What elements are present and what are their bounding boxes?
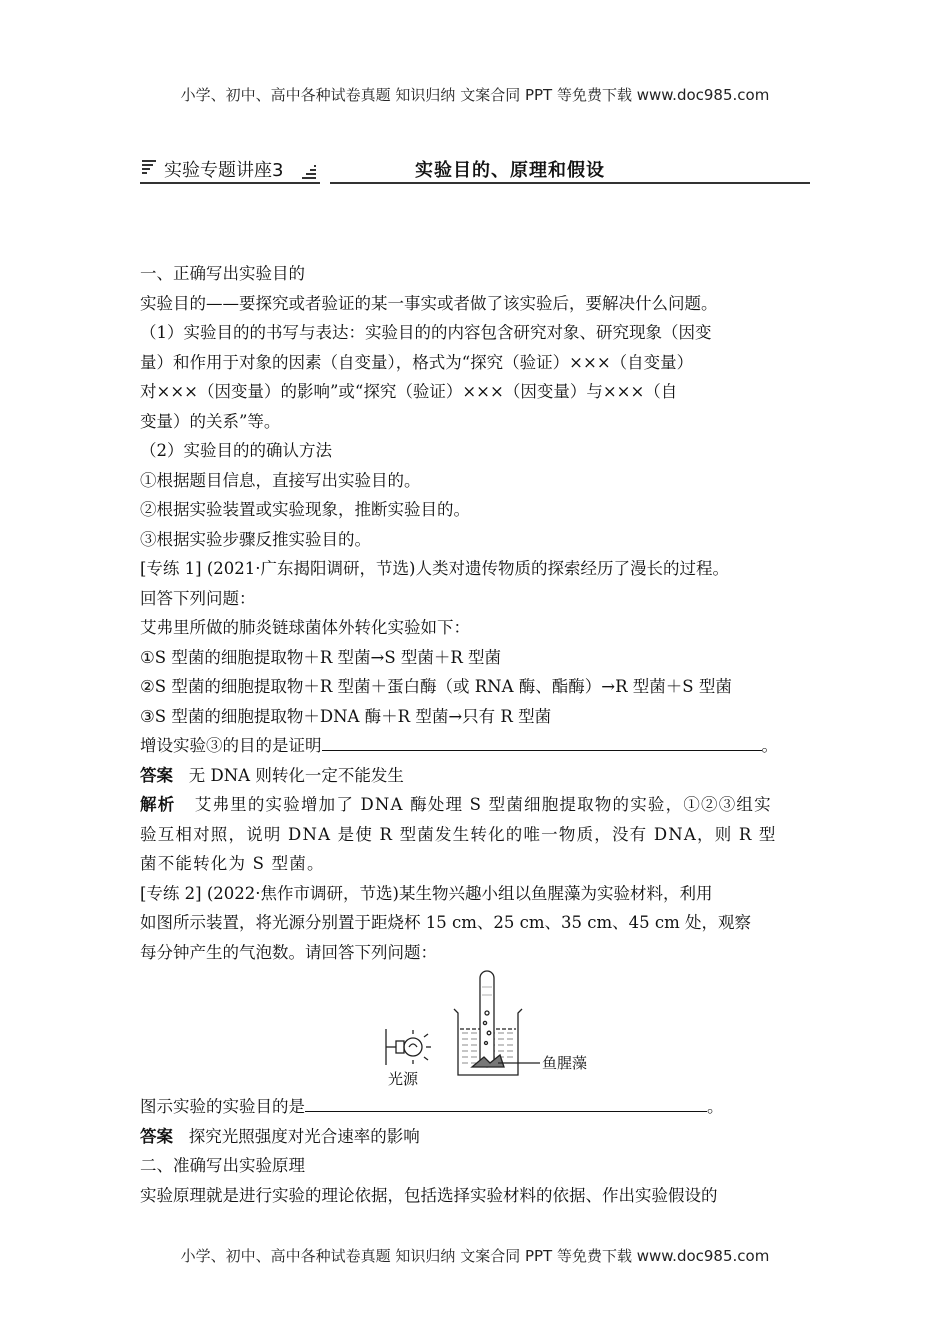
exercise2-answer-blank[interactable] — [305, 1095, 707, 1112]
answer-text: 无 DNA 则转化一定不能发生 — [188, 765, 404, 785]
experiment-1: ①S 型菌的细胞提取物＋R 型菌→S 型菌＋R 型菌 — [140, 647, 502, 667]
exercise2-source: (2022·焦作市调研，节选) — [206, 883, 399, 903]
experiment-3: ③S 型菌的细胞提取物＋DNA 酶＋R 型菌→只有 R 型菌 — [140, 706, 552, 726]
exercise1-answer-blank[interactable] — [322, 734, 762, 751]
exercise1-analysis-line1 — [140, 790, 812, 820]
analysis-text-line1: 艾弗里的实验增加了 DNA 酶处理 S 型菌细胞提取物的实验，①②③组实 — [194, 795, 772, 814]
section1-p1-line4: 变量）的关系”等。 — [140, 411, 281, 431]
section1-heading: 一、正确写出实验目的 — [140, 264, 305, 283]
section1-p1-line2: 量）和作用于对象的因素（自变量），格式为“探究（验证）×××（自变量） — [140, 352, 694, 372]
banner-title: 实验目的、原理和假设 — [415, 160, 605, 181]
stripes-end-icon — [300, 162, 318, 180]
method-2: ②根据实验装置或实验现象，推断实验目的。 — [140, 500, 470, 519]
exercise1-analysis-line2: 验互相对照，说明 DNA 是使 R 型菌发生转化的唯一物质，没有 DNA，则 R 型 — [140, 824, 777, 844]
page-footer: 小学、初中、高中各种试卷真题 知识归纳 文案合同 PPT 等免费下载 www.doc985.com — [180, 1247, 770, 1265]
exercise1-intro: 艾弗里所做的肺炎链球菌体外转化实验如下： — [140, 618, 470, 637]
section2-line1: 实验原理就是进行实验的理论依据，包括选择实验材料的依据、作出实验假设的 — [140, 1185, 718, 1205]
section1-p2: （2）实验目的的确认方法 — [140, 441, 332, 460]
banner-rule-right — [330, 182, 810, 184]
exercise2-blank-end: 。 — [707, 1097, 724, 1116]
exercise1-blank-end: 。 — [761, 736, 778, 755]
page-header: 小学、初中、高中各种试卷真题 知识归纳 文案合同 PPT 等免费下载 www.doc985.com — [180, 86, 770, 104]
banner-label: 实验专题讲座3 — [164, 160, 284, 181]
exercise1-answer — [140, 761, 812, 791]
exercise2-question-line3: 每分钟产生的气泡数。请回答下列问题： — [140, 942, 437, 962]
light-source-label: 光源 — [388, 1070, 419, 1088]
answer-text: 探究光照强度对光合速率的影响 — [188, 1126, 420, 1146]
exercise1-source: (2021·广东揭阳调研，节选) — [206, 559, 416, 578]
exercise2-question-line1 — [140, 879, 812, 909]
exercise1-analysis-line3: 菌不能转化为 S 型菌。 — [140, 854, 325, 873]
answer-label: 答案 — [140, 1126, 173, 1146]
exercise1-question-text: 人类对遗传物质的探索经历了漫长的过程。 — [415, 559, 729, 578]
stripes-icon — [140, 158, 160, 178]
exercise2-tag: [专练 2] — [140, 883, 202, 903]
experiment-2: ②S 型菌的细胞提取物＋R 型菌＋蛋白酶（或 RNA 酶、酯酶）→R 型菌＋S 型菌 — [140, 677, 732, 696]
exercise2-question-line2: 如图所示装置，将光源分别置于距烧杯 15 cm、25 cm、35 cm、45 cm 处，观察 — [140, 913, 751, 932]
section1-definition: 实验目的——要探究或者验证的某一事实或者做了该实验后，要解决什么问题。 — [140, 293, 718, 313]
apparatus-diagram — [380, 967, 588, 1092]
exercise1-blank-question: 增设实验③的目的是证明 — [140, 736, 322, 755]
section2-heading: 二、准确写出实验原理 — [140, 1156, 305, 1175]
main-content — [140, 259, 812, 1210]
exercise2-question-text: 某生物兴趣小组以鱼腥藻为实验材料，利用 — [399, 883, 713, 903]
method-3: ③根据实验步骤反推实验目的。 — [140, 529, 371, 549]
algae-label: 鱼腥藻 — [542, 1054, 588, 1072]
answer-label: 答案 — [140, 765, 173, 785]
section1-p1-line1: （1）实验目的的书写与表达：实验目的的内容包含研究对象、研究现象（因变 — [140, 323, 712, 342]
method-1: ①根据题目信息，直接写出实验目的。 — [140, 470, 421, 490]
section1-p1-line3: 对×××（因变量）的影响”或“探究（验证）×××（因变量）与×××（自 — [140, 382, 678, 401]
exercise1-blank-line — [140, 731, 812, 761]
beaker-icon — [454, 971, 540, 1075]
exercise1-question-line1 — [140, 554, 812, 584]
analysis-label: 解析 — [140, 795, 176, 814]
exercise2-blank-question: 图示实验的实验目的是 — [140, 1097, 305, 1116]
banner-rule-left — [140, 182, 320, 184]
light-source-icon — [386, 1029, 431, 1065]
topic-banner — [140, 150, 810, 186]
exercise1-tag: [专练 1] — [140, 559, 202, 578]
exercise2-answer — [140, 1122, 812, 1152]
exercise1-question-line2: 回答下列问题： — [140, 588, 256, 608]
exercise2-blank-line — [140, 1092, 812, 1122]
apparatus-figure — [140, 967, 812, 1092]
